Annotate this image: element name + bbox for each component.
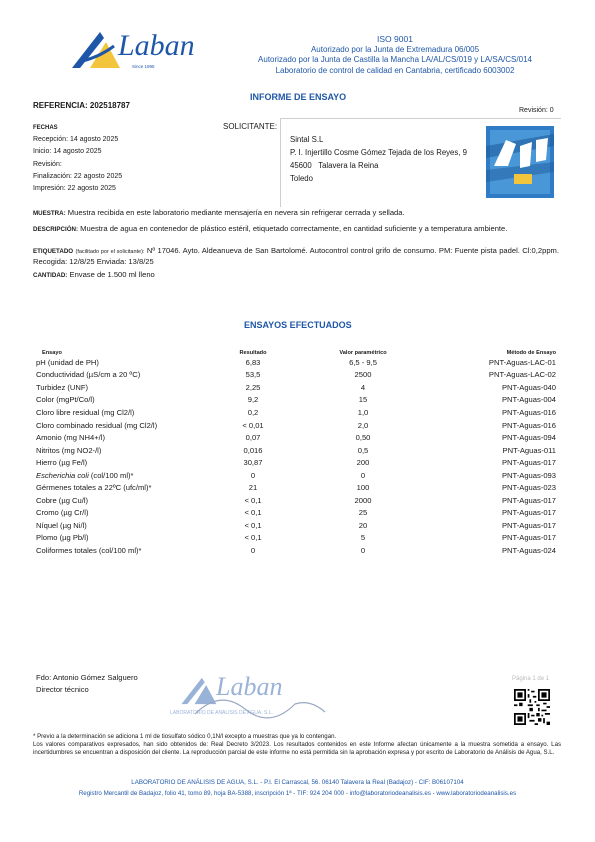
cell-resultado: < 0,01 bbox=[242, 420, 264, 430]
cell-valor: 1,0 bbox=[357, 407, 369, 417]
cell-resultado: 0 bbox=[250, 545, 256, 555]
col-header-resultado: Resultado bbox=[239, 350, 267, 356]
etiquetado-section bbox=[33, 246, 559, 266]
etiquetado-note: (facilitado por el solicitante): bbox=[75, 249, 145, 255]
results-row bbox=[36, 469, 556, 482]
results-row bbox=[36, 381, 556, 394]
solicitante-cp: 45600 bbox=[290, 161, 312, 170]
cell-valor: 15 bbox=[358, 395, 368, 405]
solicitante-address: P. I. Injertillo Cosme Gómez Tejada de los Reyes, 9 bbox=[290, 148, 467, 157]
cell-metodo: PNT-Aguas-040 bbox=[501, 382, 556, 392]
cell-metodo: PNT-Aguas-093 bbox=[501, 470, 556, 480]
cell-ensayo: Gérmenes totales a 22ºC (ufc/ml)* bbox=[36, 483, 152, 493]
cell-ensayo: Cromo (µg Cr/l) bbox=[36, 508, 89, 518]
cell-valor: 0 bbox=[360, 545, 366, 555]
cell-valor: 4 bbox=[360, 382, 366, 392]
cell-valor: 2,0 bbox=[357, 420, 369, 430]
results-row bbox=[36, 481, 556, 494]
cell-ensayo: pH (unidad de PH) bbox=[36, 357, 99, 367]
cell-metodo: PNT-Aguas-LAC-01 bbox=[488, 357, 556, 367]
results-row bbox=[36, 406, 556, 419]
etiquetado-text: Nº 17046. Ayto. Aldeanueva de San Bartolomé. Autocontrol control grifo de consumo. PM: Fuente pista padel. Cl:0,2ppm. Recogida: 12/8/25 Enviada: 13/8/25 bbox=[33, 246, 559, 266]
date-inicio: Inicio: 14 agosto 2025 bbox=[33, 148, 102, 156]
results-row bbox=[36, 431, 556, 444]
cell-valor: 6,5 - 9,5 bbox=[349, 357, 377, 367]
cell-resultado: 30,87 bbox=[243, 458, 263, 468]
cell-resultado: < 0,1 bbox=[244, 508, 262, 518]
cell-metodo: PNT-Aguas-017 bbox=[501, 520, 556, 530]
note-thiosulfate: * Previo a la determinación se adiciona 1 ml de tiosulfato sódico 0,1N/l excepto a muestras que ya lo contengan. bbox=[33, 733, 337, 740]
results-row bbox=[36, 519, 556, 532]
report-title: INFORME DE ENSAYO bbox=[250, 92, 347, 102]
results-table bbox=[36, 336, 556, 557]
results-row bbox=[36, 369, 556, 382]
results-row bbox=[36, 532, 556, 545]
results-body bbox=[36, 356, 556, 557]
signature-scribble-icon bbox=[190, 684, 330, 724]
descripcion-text: Muestra de agua en contenedor de plástico estéril, etiquetado correctamente, en cantidad suficiente y a temperatura ambiente. bbox=[80, 224, 508, 233]
signature-role: Director técnico bbox=[36, 685, 89, 694]
cell-metodo: PNT-Aguas-004 bbox=[501, 395, 556, 405]
cell-metodo: PNT-Aguas-017 bbox=[501, 533, 556, 543]
stamp bbox=[170, 670, 340, 730]
cell-resultado: 53,5 bbox=[245, 370, 261, 380]
cell-metodo: PNT-Aguas-LAC-02 bbox=[488, 370, 556, 380]
solicitante-city: Talavera la Reina bbox=[318, 161, 379, 170]
cell-ensayo: Cloro combinado residual (mg Cl2/l) bbox=[36, 420, 158, 430]
cell-ensayo: Plomo (µg Pb/l) bbox=[36, 533, 89, 543]
cell-ensayo: Hierro (µg Fe/l) bbox=[36, 458, 88, 468]
qr-code-icon bbox=[514, 689, 550, 725]
cantidad-label: CANTIDAD: bbox=[33, 272, 68, 279]
cantidad-text: Envase de 1.500 ml lleno bbox=[69, 270, 155, 279]
dates-label: FECHAS bbox=[33, 125, 58, 131]
date-impresion: Impresión: 22 agosto 2025 bbox=[33, 185, 116, 193]
client-logo-image bbox=[486, 126, 554, 198]
cell-valor: 25 bbox=[358, 508, 368, 518]
muestra-text: Muestra recibida en este laboratorio mediante mensajería en nevera sin refrigerar cerrada y sellada. bbox=[67, 208, 405, 217]
cell-resultado: < 0,1 bbox=[244, 495, 262, 505]
cell-metodo: PNT-Aguas-023 bbox=[501, 483, 556, 493]
solicitante-province: Toledo bbox=[290, 174, 313, 183]
date-finalizacion: Finalización: 22 agosto 2025 bbox=[33, 172, 123, 180]
report-revision: Revisión: 0 bbox=[519, 107, 554, 114]
col-header-ensayo: Ensayo bbox=[42, 350, 62, 356]
solicitante-label: SOLICITANTE: bbox=[223, 122, 278, 131]
descripcion-label: DESCRIPCIÓN: bbox=[33, 226, 79, 233]
cell-ensayo: Nitritos (mg NO2-/l) bbox=[36, 445, 102, 455]
cell-valor: 2500 bbox=[354, 370, 372, 380]
cell-ensayo: Coliformes totales (col/100 ml)* bbox=[36, 545, 142, 555]
cell-resultado: 9,2 bbox=[247, 395, 259, 405]
cell-ensayo: Cobre (µg Cu/l) bbox=[36, 495, 89, 505]
cell-metodo: PNT-Aguas-024 bbox=[501, 545, 556, 555]
etiquetado-label: ETIQUETADO bbox=[33, 248, 74, 255]
col-header-metodo: Método de Ensayo bbox=[506, 350, 556, 356]
cell-resultado: < 0,1 bbox=[244, 520, 262, 530]
cell-valor: 0,50 bbox=[355, 433, 371, 443]
header-certifications bbox=[250, 34, 540, 76]
col-header-valor: Valor paramétrico bbox=[339, 350, 387, 356]
cell-valor: 100 bbox=[356, 483, 370, 493]
results-row bbox=[36, 444, 556, 457]
results-row bbox=[36, 494, 556, 507]
dates-block bbox=[33, 122, 122, 195]
page-number: Página 1 de 1 bbox=[512, 676, 550, 682]
results-header-row bbox=[36, 336, 556, 356]
cell-valor: 5 bbox=[360, 533, 366, 543]
results-row bbox=[36, 356, 556, 369]
note-legal: Los valores comparativos expresados, han sido obtenidos de: Real Decreto 3/2023. Los resultados contenidos en este Informe afectan únicamente a la muestra sometida a ensayo. Las incertidumbres se encuentran a disposición del cliente. La reproducción parcial de este informe no está permitida sin la aprobación expresa y por escrito de Laboratorio de Análisis de Agua, S.L. bbox=[33, 741, 561, 757]
cell-ensayo: Color (mgPt/Co/l) bbox=[36, 395, 95, 405]
cell-ensayo: Conductividad (µS/cm a 20 ºC) bbox=[36, 370, 141, 380]
solicitante-city-line bbox=[290, 159, 467, 172]
results-row bbox=[36, 507, 556, 520]
cell-metodo: PNT-Aguas-017 bbox=[501, 508, 556, 518]
cell-resultado: 0 bbox=[250, 470, 256, 480]
ensayos-title: ENSAYOS EFECTUADOS bbox=[244, 320, 352, 330]
logo-since: Since 1995 bbox=[132, 64, 155, 69]
cell-valor: 2000 bbox=[354, 495, 372, 505]
results-row bbox=[36, 544, 556, 557]
solicitante-name: Sintal S.L bbox=[290, 135, 324, 144]
cell-resultado: 6,83 bbox=[245, 357, 261, 367]
cell-ensayo: Amonio (mg NH4+/l) bbox=[36, 433, 105, 443]
stamp-text: LABORATORIO DE ANÁLISIS DE AGUA, S.L. bbox=[170, 710, 273, 716]
notes bbox=[33, 733, 561, 758]
logo-text: Laban bbox=[118, 29, 195, 62]
cell-metodo: PNT-Aguas-017 bbox=[501, 458, 556, 468]
logo-mark-icon bbox=[70, 28, 125, 72]
report-reference: REFERENCIA: 202518787 bbox=[33, 101, 130, 110]
cell-ensayo: Cloro libre residual (mg Cl2/l) bbox=[36, 407, 135, 417]
cell-metodo: PNT-Aguas-016 bbox=[501, 420, 556, 430]
cell-resultado: 0,07 bbox=[245, 433, 261, 443]
signature-name: Fdo: Antonio Gómez Salguero bbox=[36, 673, 138, 682]
cell-resultado: 0,016 bbox=[243, 445, 263, 455]
cell-metodo: PNT-Aguas-017 bbox=[501, 495, 556, 505]
cell-metodo: PNT-Aguas-016 bbox=[501, 407, 556, 417]
cell-valor: 200 bbox=[356, 458, 370, 468]
footer-registry: Registro Mercantil de Badajoz, folio 41, tomo 89, hoja BA-5388, inscripción 1ª - TIF: 924 204 000 - info@laboratoriodeanalisis.es - www.laboratoriodeanalisis.es bbox=[78, 790, 517, 797]
cell-resultado: 21 bbox=[248, 483, 258, 493]
cell-metodo: PNT-Aguas-094 bbox=[501, 433, 556, 443]
date-recepcion: Recepción: 14 agosto 2025 bbox=[33, 136, 119, 144]
cell-resultado: < 0,1 bbox=[244, 533, 262, 543]
results-row bbox=[36, 394, 556, 407]
descripcion-section bbox=[33, 224, 559, 234]
cell-ensayo: Turbidez (UNF) bbox=[36, 382, 89, 392]
iso-label: ISO 9001 bbox=[377, 34, 413, 44]
cell-valor: 0,5 bbox=[357, 445, 369, 455]
footer-address: LABORATORIO DE ANÁLISIS DE AGUA, S.L. - P.I. El Carrascal, 56. 06140 Talavera la Real (Badajoz) - CIF: B06107104 bbox=[131, 779, 464, 786]
cell-resultado: 0,2 bbox=[247, 407, 259, 417]
cell-ensayo: Escherichia coli (col/100 ml)* bbox=[36, 470, 134, 480]
results-row bbox=[36, 419, 556, 432]
header-logo bbox=[70, 26, 220, 76]
muestra-section bbox=[33, 208, 559, 218]
cert-line: Autorizado por la Junta de Castilla la Mancha LA/AL/CS/019 y LA/SA/CS/014 bbox=[258, 55, 532, 64]
muestra-label: MUESTRA: bbox=[33, 210, 66, 217]
date-revision: Revisión: bbox=[33, 160, 62, 168]
cert-line: Autorizado por la Junta de Extremadura 06/005 bbox=[310, 44, 480, 54]
solicitante-info bbox=[290, 133, 467, 185]
cantidad-section bbox=[33, 270, 559, 280]
cell-ensayo: Níquel (µg Ni/l) bbox=[36, 520, 87, 530]
cell-metodo: PNT-Aguas-011 bbox=[502, 445, 556, 455]
stamp-logo-text: Laban bbox=[216, 672, 283, 701]
cell-resultado: 2,25 bbox=[245, 382, 261, 392]
cell-valor: 0 bbox=[360, 470, 366, 480]
cert-line: Laboratorio de control de calidad en Cantabria, certificado 6003002 bbox=[275, 65, 515, 75]
cell-valor: 20 bbox=[358, 520, 368, 530]
results-row bbox=[36, 456, 556, 469]
